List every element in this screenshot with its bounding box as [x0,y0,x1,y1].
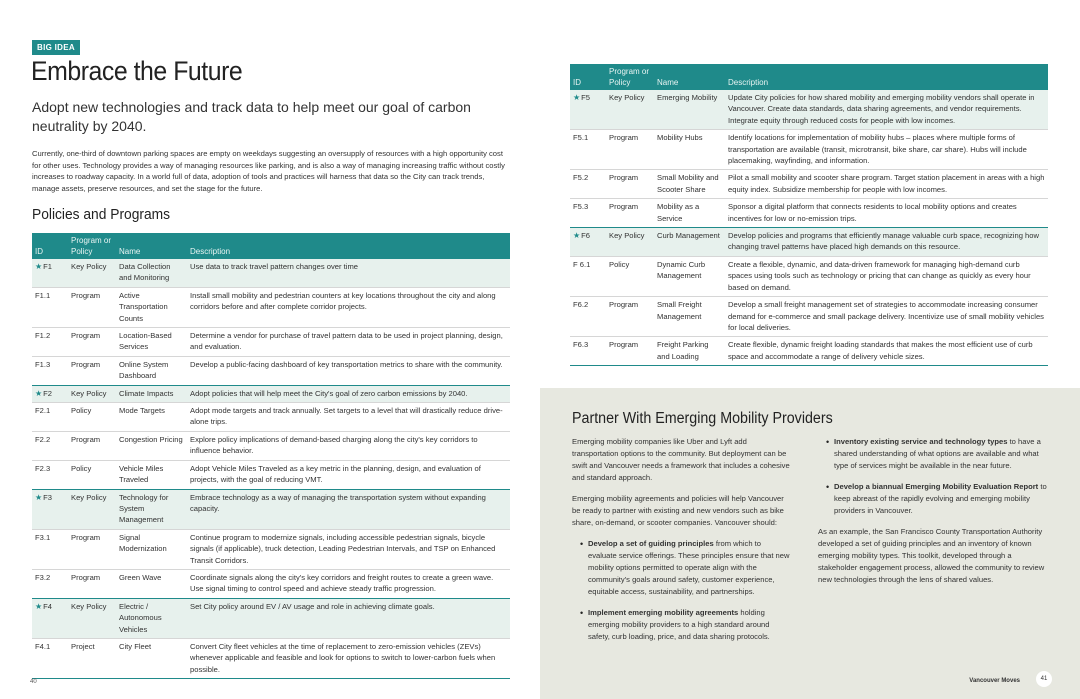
cell-name [116,356,187,385]
bullet-item [572,538,790,598]
cell-id-text: F3.2 [35,572,51,582]
cell-description-text: Embrace technology as a way of managing the transportation system without expanding capacity. [190,492,486,513]
cell-name-text: Online System Dashboard [119,359,169,381]
bullet-text: to have a shared understanding of what options are available and what type of services might be available in the near future. [834,437,1041,470]
partner-title: Partner With Emerging Mobility Providers [572,410,833,427]
header-type: Program or Policy [606,64,654,90]
cell-type-text: Program [609,133,639,143]
cell-name [654,337,725,366]
cell-description [725,256,1048,296]
key-policy-row [32,489,510,529]
table-row [32,287,510,327]
bullet-bold: Develop a set of guiding principles [588,539,714,548]
cell-type-text: Policy [71,463,92,473]
cell-name-text: Dynamic Curb Management [657,259,706,281]
cell-description [187,489,510,529]
cell-id-text: F 6.1 [573,259,591,269]
cell-description-text: Convert City fleet vehicles at the time of replacement to zero-emission vehicles (ZEVs) whenever applicable and feasible and look for options to switch to lower-carbon fuels when possible. [190,641,496,674]
cell-id-text: F2 [43,388,53,398]
cell-name-text: Climate Impacts [119,388,174,398]
cell-id-text: F5.1 [573,133,589,143]
cell-name-text: Vehicle Miles Traveled [119,463,164,485]
cell-name [116,638,187,678]
cell-name-text: Data Collection and Monitoring [119,262,171,283]
star-icon: ★ [35,262,43,271]
cell-type [606,337,654,366]
cell-id [570,170,606,199]
cell-description-text: Coordinate signals along the city's key corridors and freight routes to create a green wave. Use signal timing to control speed and achieve steady traffic progression. [190,572,494,594]
table-header [32,233,510,259]
cell-id [32,638,68,678]
star-icon: ★ [35,492,43,502]
cell-name [116,529,187,569]
page-number: 40 [30,679,37,685]
cell-type-text: Key Policy [71,388,107,398]
header-description: Description [725,64,1048,90]
cell-id-text: F1.1 [35,290,51,300]
cell-id-text: F6 [581,231,591,241]
cell-type [68,489,116,529]
cell-id-text: F1.2 [35,331,51,341]
cell-type [68,638,116,678]
cell-description-text: Use data to track travel pattern changes over time [190,262,358,271]
table-row [570,170,1048,199]
table-row [570,337,1048,366]
key-policy-row [32,385,510,402]
cell-type [68,460,116,489]
cell-description [187,385,510,402]
cell-name [116,489,187,529]
cell-name-text: Location-Based Services [119,331,172,352]
cell-name-text: City Fleet [119,641,152,651]
table-row [570,256,1048,296]
cell-type-text: Program [71,290,101,300]
cell-name-text: Small Mobility and Scooter Share [657,173,719,194]
cell-description [725,297,1048,337]
partner-paragraph: Emerging mobility companies like Uber and Lyft add transportation options to the community. But deployment can be swift and Vancouver needs a framework that includes a cohesive and standard approach. [572,437,790,482]
star-icon: ★ [573,231,581,241]
cell-type [68,259,116,287]
header-id: ID [570,64,606,90]
cell-description-text: Create a flexible, dynamic, and data-driven framework for managing high-demand curb spaces using tools such as technology or pricing that can change as quickly as every hour based on demand. [728,259,1031,292]
partner-column-left [572,436,790,652]
cell-id [570,297,606,337]
cell-id-text: F1.3 [35,359,51,369]
cell-id-text: F2.3 [35,463,51,473]
cell-name [654,199,725,228]
cell-name-text: Mobility Hubs [657,133,703,143]
cell-type-text: Key Policy [71,492,107,502]
cell-type [606,228,654,257]
cell-name-text: Electric / Autonomous Vehicles [119,601,162,634]
cell-type [68,431,116,460]
cell-id-text: F5.3 [573,202,589,212]
cell-id [32,259,68,287]
cell-name [654,170,725,199]
key-policy-row [570,90,1048,130]
cell-description-text: Determine a vendor for purchase of travel pattern data to be used in project planning, design, and evaluation. [190,331,503,352]
cell-id [32,356,68,385]
cell-name [654,130,725,170]
table-row [32,460,510,489]
key-policy-row [570,228,1048,257]
page-title: Embrace the Future [31,56,243,86]
cell-id-text: F3 [43,492,53,502]
cell-type [68,356,116,385]
cell-id-text: F6.3 [573,340,589,350]
cell-description [187,431,510,460]
table-row [32,529,510,569]
header-name: Name [116,233,187,259]
table-row [32,403,510,432]
cell-description [187,569,510,598]
cell-type [606,297,654,337]
cell-name-text: Technology for System Management [119,492,169,525]
intro-paragraph: Currently, one-third of downtown parking spaces are empty on weekdays suggesting an oversupply of resources with a high opportunity cost for other uses. Technology provides a way of managing resources like parking, and is also a way of managing increasing traffic without costly increases to roadway capacity. In a world full of data, adoption of tools and practices will harness that data so the City can track trends, manage assets, preserve resources, and set the stage for the future. [32,149,505,193]
bullet-bold: Implement emerging mobility agreements [588,608,739,617]
cell-description-text: Explore policy implications of demand-based charging along the city's key corridors to influence behavior. [190,434,478,456]
cell-type-text: Program [609,173,639,183]
cell-id [32,489,68,529]
cell-description [187,259,510,287]
star-icon: ★ [35,388,43,398]
cell-type-text: Program [71,331,101,341]
cell-description [187,287,510,327]
cell-id [32,529,68,569]
cell-type [606,170,654,199]
cell-type [68,328,116,357]
key-policy-row [32,598,510,638]
cell-type [606,90,654,130]
table-row [570,297,1048,337]
cell-description-text: Update City policies for how shared mobility and emerging mobility vendors shall operate in Vancouver. Create data standards, data sharing agreements, and vendor requirements. Integrate equity through reduced costs for people with low incomes. [728,93,1035,125]
cell-description [187,356,510,385]
cell-description-text: Continue program to modernize signals, including accessible pedestrian signals, bicycle signals (if applicable), truck detection, Leading Pedestrian Intervals, and TSP on Enhanced Transit Corridors. [190,532,496,565]
bullet-bold: Inventory existing service and technology types [834,437,1008,446]
cell-id [570,199,606,228]
header-type: Program or Policy [68,233,116,259]
cell-type-text: Program [71,572,101,582]
cell-id [32,460,68,489]
star-icon: ★ [573,93,581,102]
cell-type [606,256,654,296]
cell-name [116,259,187,287]
cell-name [654,256,725,296]
cell-type [68,385,116,402]
cell-id-text: F4.1 [35,641,51,651]
cell-id [570,130,606,170]
cell-description [187,403,510,432]
footer-label: Vancouver Moves [969,678,1020,684]
cell-type [606,199,654,228]
cell-description [187,328,510,357]
cell-name-text: Emerging Mobility [657,93,718,102]
cell-type-text: Program [71,359,101,369]
bullet-text: from which to evaluate service offerings. These principles ensure that new mobility options permitted to operate align with the community's goals around safety, customer experience, equitable access, sustainability, and partnerships. [588,539,790,596]
cell-type-text: Key Policy [609,231,645,241]
cell-description [187,460,510,489]
cell-type-text: Program [71,434,101,444]
cell-name-text: Mode Targets [119,406,165,416]
cell-type-text: Key Policy [71,601,107,611]
cell-id-text: F5 [581,93,591,102]
policies-table-right [570,64,1048,366]
table-row [32,638,510,678]
cell-description [187,638,510,678]
bullet-text: to keep abreast of the rapidly evolving and emerging mobility providers in Vancouver. [834,482,1047,515]
cell-id-text: F3.1 [35,532,51,542]
cell-type [68,287,116,327]
cell-name-text: Active Transportation Counts [119,290,168,323]
cell-type-text: Key Policy [609,93,645,102]
big-idea-tag: BIG IDEA [32,40,80,55]
table-row [570,130,1048,170]
cell-id [32,328,68,357]
cell-name-text: Freight Parking and Loading [657,340,709,361]
header-description: Description [187,233,510,259]
table-row [32,356,510,385]
table-header [570,64,1048,90]
cell-description [187,529,510,569]
cell-type-text: Program [71,532,101,542]
cell-id-text: F1 [43,262,53,271]
partner-sidebar [540,388,1080,699]
cell-description-text: Pilot a small mobility and scooter share program. Target station placement in areas with a high equity index. Subsidize membership for people with low incomes. [728,173,1045,194]
cell-type-text: Program [609,202,639,212]
cell-type [68,403,116,432]
cell-id [32,403,68,432]
cell-description [725,90,1048,130]
partner-paragraph: Emerging mobility agreements and policies will help Vancouver be ready to partner with existing and new vendors such as bike share, on-demand, or scooter companies. Vancouver should: [572,494,784,527]
cell-id [32,385,68,402]
bullet-bold: Develop a biannual Emerging Mobility Evaluation Report [834,482,1039,491]
cell-name [116,385,187,402]
cell-description-text: Develop a small freight management set of strategies to accommodate increasing consumer demand for e-commerce and small package delivery. Incentivize use of small mobility vehicles for local deliveries. [728,300,1044,332]
cell-id [570,90,606,130]
cell-name [116,431,187,460]
cell-id [32,598,68,638]
cell-description [725,170,1048,199]
cell-id-text: F4 [43,601,53,611]
header-name: Name [654,64,725,90]
key-policy-row [32,259,510,287]
cell-name [654,297,725,337]
cell-description-text: Develop a public-facing dashboard of key transportation metrics to share with the community. [190,359,503,369]
section-title: Policies and Programs [32,206,171,223]
cell-type-text: Policy [609,259,630,269]
cell-id-text: F5.2 [573,173,589,183]
page-number: 41 [1036,671,1052,687]
cell-type-text: Key Policy [71,262,107,271]
cell-name [654,228,725,257]
page-subtitle: Adopt new technologies and track data to help meet our goal of carbon neutrality by 2040. [32,99,471,134]
cell-description-text: Adopt Vehicle Miles Traveled as a key metric in the planning, design, and evaluation of projects, with the goal of reducing VMT. [190,463,481,485]
cell-name-text: Mobility as a Service [657,202,700,223]
cell-description-text: Sponsor a digital platform that connects residents to local mobility options and creates incentives for low or no-emission trips. [728,202,1017,223]
cell-name [116,569,187,598]
cell-name [116,403,187,432]
cell-id-text: F2.2 [35,434,51,444]
cell-id [32,569,68,598]
cell-description [187,598,510,638]
cell-type-text: Policy [71,406,92,416]
cell-id [570,256,606,296]
cell-name-text: Green Wave [119,572,162,582]
cell-id-text: F2.1 [35,406,51,416]
cell-type [68,569,116,598]
cell-description-text: Identify locations for implementation of mobility hubs – places where multiple forms of transportation are available (transit, microtransit, bike share, car share). Hubs will include placemaking, wayfinding, and information. [728,133,1027,166]
table-row [32,328,510,357]
partner-column-right [818,436,1050,595]
cell-description [725,199,1048,228]
star-icon: ★ [35,601,43,611]
cell-name-text: Congestion Pricing [119,434,183,444]
cell-type-text: Project [71,641,95,651]
cell-type [68,529,116,569]
right-page [540,0,1080,699]
cell-id [570,337,606,366]
cell-type-text: Program [609,340,639,350]
header-id: ID [32,233,68,259]
table-row [32,431,510,460]
partner-paragraph: As an example, the San Francisco County Transportation Authority developed a set of guiding principles and an inventory of known emerging mobility types. This toolkit, developed through a stakeholder engagement process, allowed the community to review new technologies through the lens of shared values. [818,527,1045,584]
cell-type-text: Program [609,300,639,310]
cell-name-text: Small Freight Management [657,300,702,321]
cell-name [116,460,187,489]
table-row [570,199,1048,228]
cell-description [725,337,1048,366]
cell-description-text: Develop policies and programs that efficiently manage valuable curb space, recognizing how changing travel patterns have placed high demands on this resource. [728,231,1039,252]
cell-name-text: Signal Modernization [119,532,167,554]
cell-id-text: F6.2 [573,300,589,310]
cell-id [32,287,68,327]
cell-name-text: Curb Management [657,231,720,241]
bullet-item [818,436,1050,472]
cell-description [725,228,1048,257]
cell-id [32,431,68,460]
cell-name [116,328,187,357]
cell-description-text: Install small mobility and pedestrian counters at key locations throughout the city and along corridors before and after complete corridor projects. [190,290,496,312]
cell-name [116,287,187,327]
bullet-item [572,607,790,643]
cell-description-text: Adopt mode targets and track annually. Set targets to a level that will drastically reduce drive-alone trips. [190,406,503,427]
bullet-item [818,481,1050,517]
cell-name [654,90,725,130]
cell-name [116,598,187,638]
policies-table-left [32,233,510,679]
cell-type [68,598,116,638]
cell-description-text: Create flexible, dynamic freight loading standards that makes the most efficient use of curb space and accommodate a range of delivery vehicle sizes. [728,340,1033,361]
cell-id [570,228,606,257]
cell-description-text: Adopt policies that will help meet the City's goal of zero carbon emissions by 2040. [190,388,468,398]
bullet-text: holding emerging mobility providers to a high standard around safety, curb loading, price, and data sharing protocols. [588,608,770,641]
table-row [32,569,510,598]
cell-description-text: Set City policy around EV / AV usage and role in achieving climate goals. [190,601,435,611]
cell-description [725,130,1048,170]
cell-type [606,130,654,170]
